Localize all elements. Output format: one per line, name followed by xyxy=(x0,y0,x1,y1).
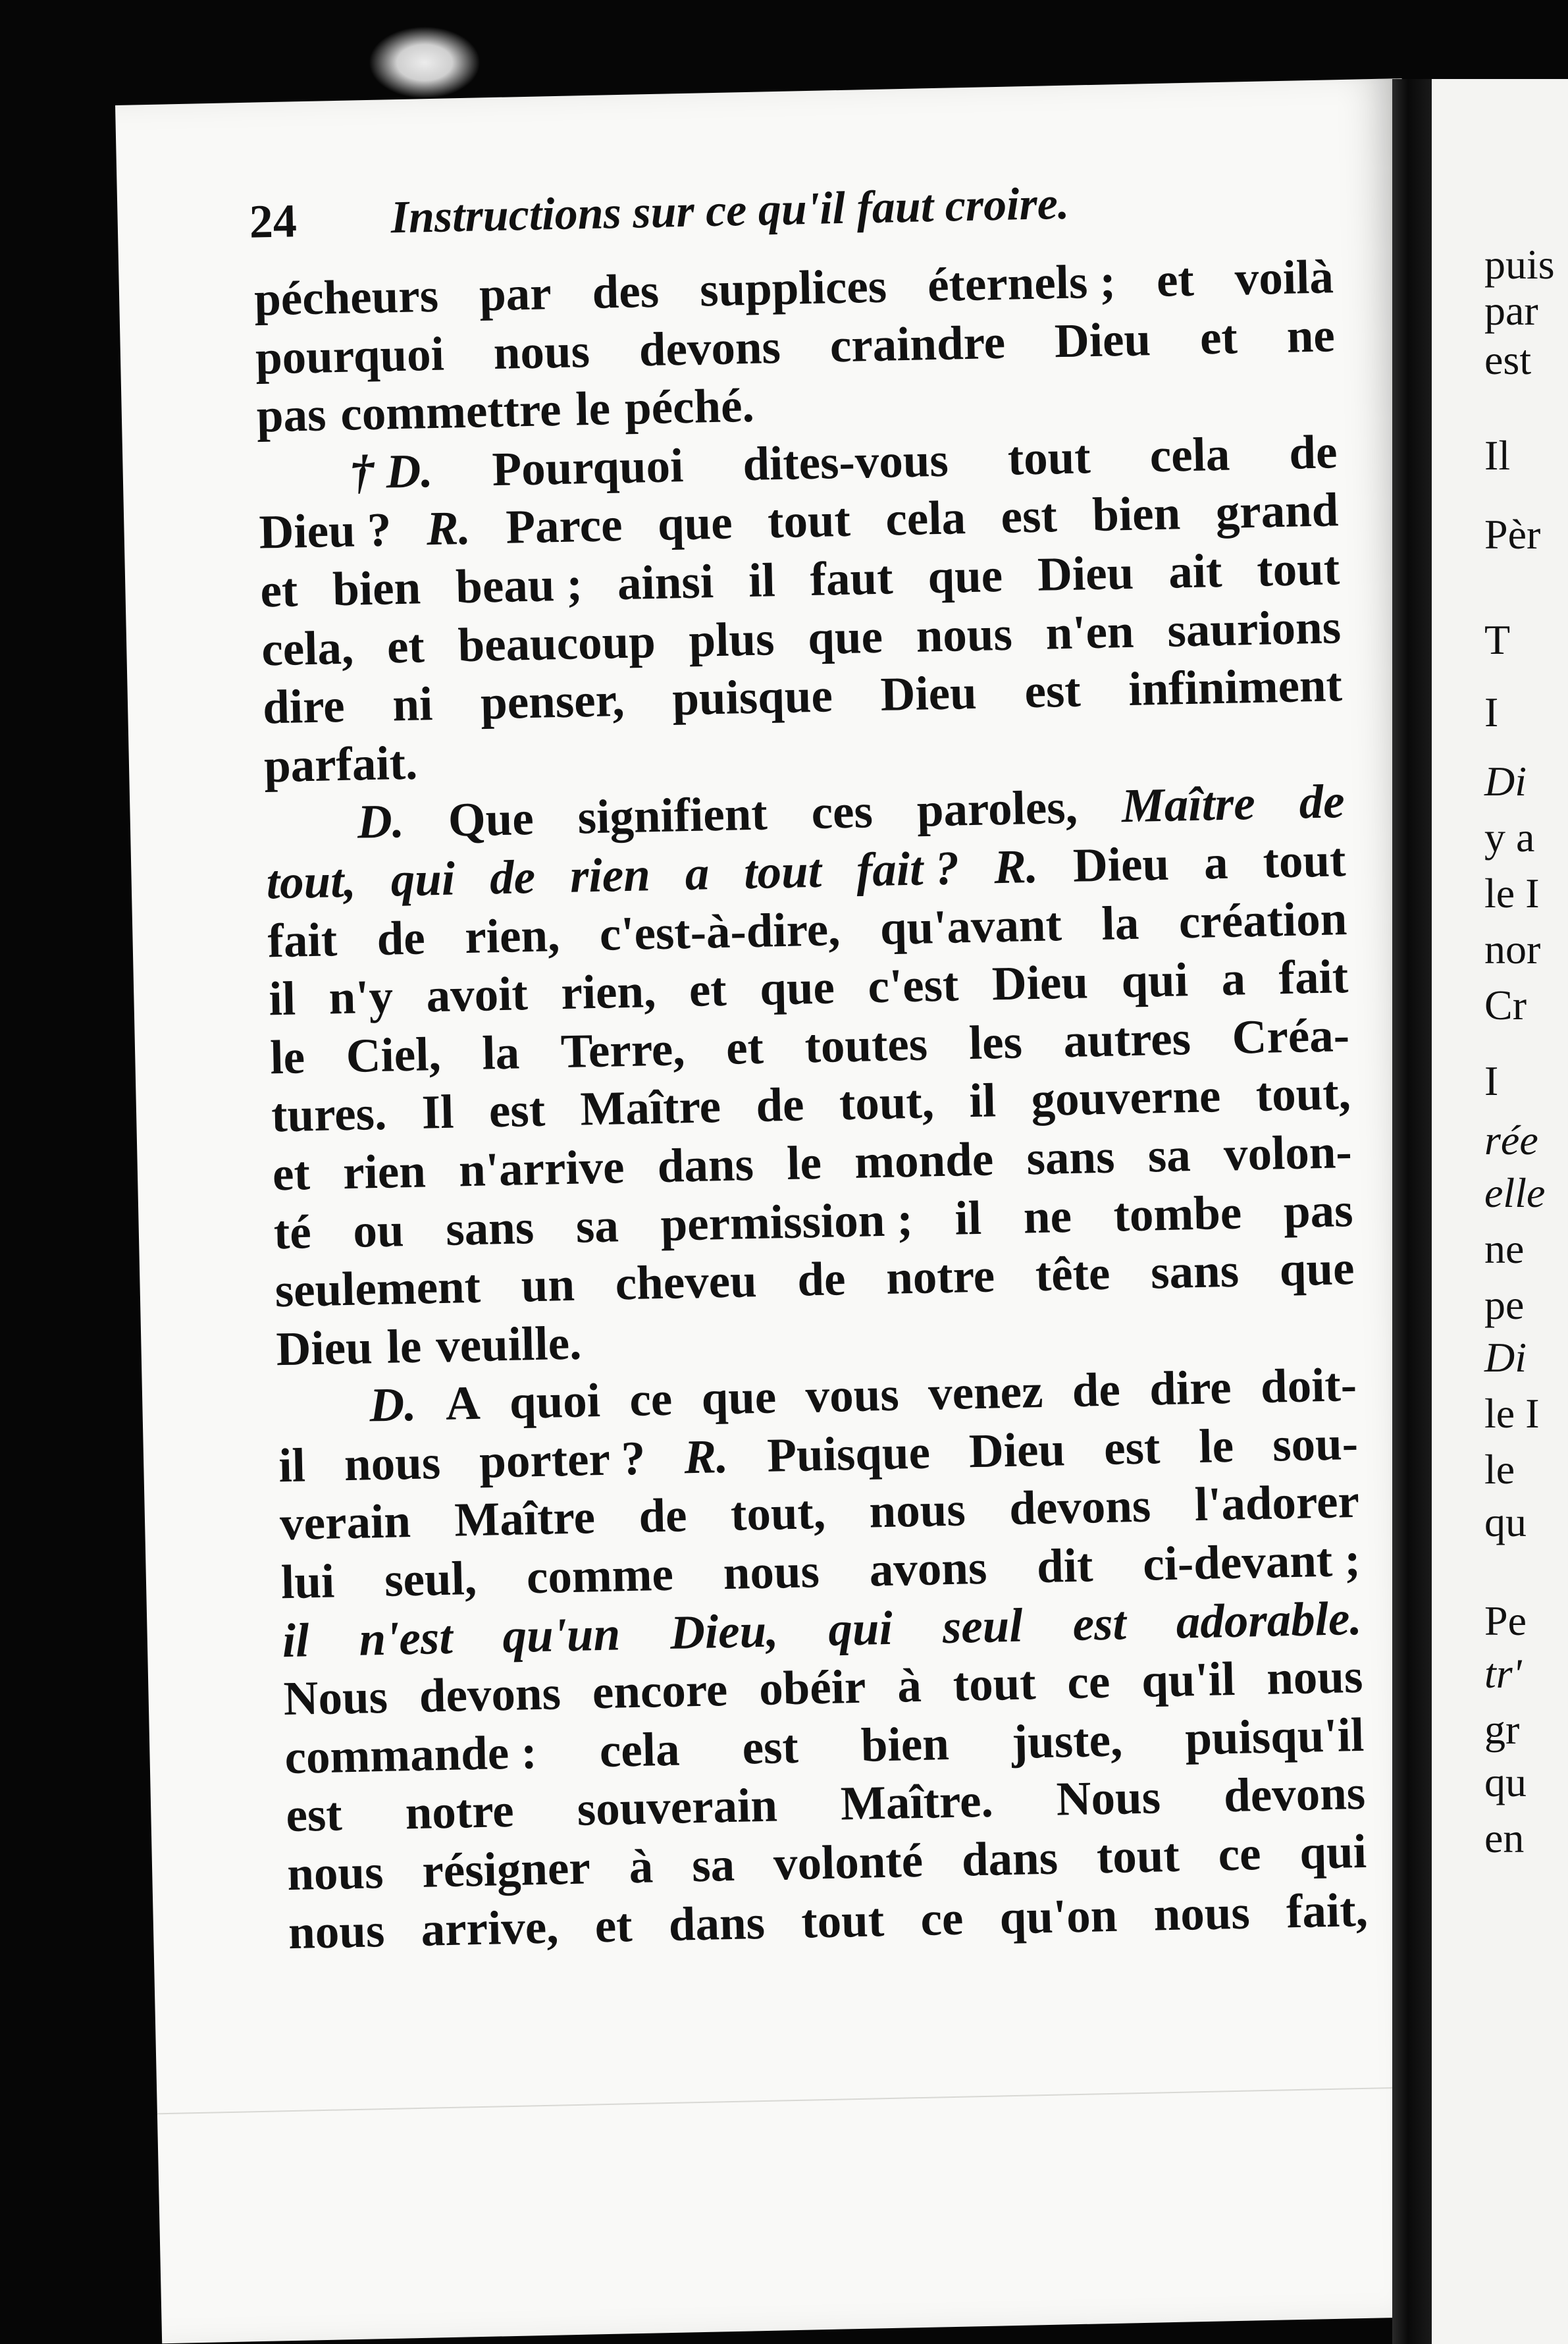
word: cela xyxy=(885,491,966,546)
word: a xyxy=(684,846,710,901)
word: tout, xyxy=(265,853,357,909)
word: A xyxy=(444,1376,481,1431)
word: tout xyxy=(1096,1828,1180,1884)
word: cheveu xyxy=(614,1254,758,1310)
word: Dieu, xyxy=(669,1603,779,1659)
word: devons xyxy=(419,1666,562,1723)
word: Nous xyxy=(282,1670,388,1726)
word: de xyxy=(755,1077,805,1132)
word: beau ; xyxy=(455,557,583,614)
facing-page-fragment: Cr xyxy=(1484,982,1527,1028)
word: signifient xyxy=(577,786,768,844)
word: doit- xyxy=(1260,1358,1357,1414)
word: nous xyxy=(915,606,1013,662)
word: R. xyxy=(426,501,471,556)
word: fait xyxy=(267,912,338,967)
page-header xyxy=(249,173,1303,253)
word: vous xyxy=(804,1367,900,1423)
word: notre xyxy=(885,1248,995,1304)
word: plus xyxy=(688,611,775,667)
word: Pourquoi xyxy=(491,438,685,496)
word: des xyxy=(591,263,660,319)
word: Terre, xyxy=(560,1021,686,1078)
word: rien, xyxy=(560,964,657,1020)
word: de xyxy=(1071,1362,1121,1418)
facing-page-fragment: Il xyxy=(1484,432,1511,479)
word: R. xyxy=(683,1429,729,1484)
word: seulement xyxy=(274,1259,481,1318)
word: nous xyxy=(1266,1649,1364,1705)
word: la xyxy=(481,1025,521,1080)
word: de xyxy=(638,1488,688,1543)
facing-page-fragment: le xyxy=(1484,1446,1515,1493)
word: tout, xyxy=(1255,1066,1351,1122)
word: que xyxy=(657,495,733,551)
word: encore xyxy=(592,1663,729,1719)
word: dans xyxy=(668,1895,766,1951)
word: dites-vous xyxy=(742,433,949,491)
word: ci-devant ; xyxy=(1142,1532,1361,1591)
word: éternels ; xyxy=(927,254,1116,312)
word: D. xyxy=(357,794,405,849)
word: Nous xyxy=(1055,1770,1161,1826)
word: et xyxy=(272,1146,311,1201)
word: tout xyxy=(952,1656,1037,1712)
facing-page-fragment: I xyxy=(1484,689,1499,735)
word: à xyxy=(628,1839,654,1894)
word: devons xyxy=(1008,1478,1152,1535)
word: craindre xyxy=(829,315,1006,372)
word: Maître xyxy=(579,1079,721,1136)
word: il xyxy=(278,1438,306,1493)
word: rien xyxy=(569,847,651,903)
word: que xyxy=(1278,1241,1355,1296)
facing-page-fragment: I xyxy=(1484,1057,1499,1104)
word: tout xyxy=(767,493,851,548)
word: sa xyxy=(1147,1128,1191,1183)
paper-tear-mark xyxy=(369,26,481,99)
word: est xyxy=(1024,663,1082,718)
word: comme xyxy=(526,1547,674,1604)
word: bien xyxy=(332,560,421,616)
word: Dieu xyxy=(1072,836,1170,892)
word: il xyxy=(954,1190,982,1245)
word: que xyxy=(807,609,883,664)
word: résigner xyxy=(421,1840,591,1898)
word: et xyxy=(259,563,299,618)
word: nous xyxy=(492,323,590,379)
word: un xyxy=(520,1257,575,1312)
facing-page-fragment: elle xyxy=(1484,1169,1546,1216)
word: avoit xyxy=(425,967,529,1023)
word: devons xyxy=(638,319,781,376)
facing-page-fragment: Pe xyxy=(1484,1597,1527,1644)
word: de xyxy=(376,910,426,965)
word: c'est xyxy=(867,957,960,1013)
word: tout, xyxy=(839,1075,935,1131)
word: pourquoi xyxy=(255,327,445,385)
word: qu'il xyxy=(1141,1652,1236,1708)
word: nous xyxy=(722,1544,820,1600)
word: commande : xyxy=(284,1724,538,1784)
facing-page-fragment: y a xyxy=(1484,814,1535,861)
facing-page-fragment: rée xyxy=(1484,1117,1538,1163)
facing-page-fragment: le I xyxy=(1484,1390,1540,1437)
word: nous xyxy=(1153,1885,1251,1941)
word: tout xyxy=(743,843,822,899)
word: adorable. xyxy=(1175,1591,1363,1649)
word: à xyxy=(897,1659,922,1713)
word: les xyxy=(968,1015,1023,1069)
word: tout xyxy=(1007,429,1091,485)
word: monde xyxy=(854,1132,994,1188)
word: et xyxy=(594,1898,633,1952)
word: fait xyxy=(1278,949,1349,1005)
facing-page-fragment: ne xyxy=(1484,1225,1525,1272)
word: Il xyxy=(421,1084,455,1139)
word: tout xyxy=(1262,833,1347,888)
word: ait xyxy=(1168,543,1223,599)
word: qui xyxy=(390,851,456,907)
word: Parce xyxy=(505,498,623,554)
word: c'est-à-dire, xyxy=(598,901,841,961)
word: pas xyxy=(1283,1183,1354,1238)
word: permission ; xyxy=(660,1192,914,1251)
word: puisque xyxy=(671,668,833,726)
word: est xyxy=(741,1719,799,1774)
word: est xyxy=(1072,1596,1127,1651)
word: puisqu'il xyxy=(1184,1707,1365,1765)
word: † D. xyxy=(349,443,434,499)
page-crease xyxy=(157,2086,1444,2114)
word: parfait. xyxy=(263,735,419,793)
word: il xyxy=(268,971,296,1026)
facing-page-fragment: est xyxy=(1484,336,1532,383)
word: Que xyxy=(448,791,535,847)
word: qu'on xyxy=(999,1888,1118,1944)
word: dans xyxy=(656,1136,754,1192)
word: grand xyxy=(1215,483,1340,539)
facing-page-fragment: le I xyxy=(1484,870,1540,917)
facing-page-fragment: Pèr xyxy=(1484,511,1541,558)
word: porter ? xyxy=(479,1431,646,1488)
word: nous xyxy=(344,1435,441,1491)
book-page xyxy=(115,78,1449,2343)
word: Créa- xyxy=(1231,1007,1350,1064)
word: dit xyxy=(1036,1538,1094,1593)
word: sans xyxy=(445,1200,535,1256)
word: n'en xyxy=(1045,604,1135,660)
running-head: Instructions sur ce qu'il faut croire. xyxy=(390,178,1070,244)
word: voilà xyxy=(1234,250,1334,306)
word: par xyxy=(479,266,552,321)
facing-page-fragment: tr' xyxy=(1484,1650,1522,1697)
word: cela, xyxy=(261,620,354,676)
word: est xyxy=(285,1787,343,1842)
word: arrive, xyxy=(420,1900,560,1956)
word: cela xyxy=(1149,427,1231,482)
word: pas xyxy=(256,387,327,442)
word: rien xyxy=(342,1144,427,1200)
facing-page-fragment: pe xyxy=(1484,1281,1525,1328)
word: a xyxy=(1220,951,1246,1006)
word: gouverne xyxy=(1030,1069,1222,1127)
word: ou xyxy=(352,1202,405,1258)
facing-page-fragment: Di xyxy=(1484,1334,1527,1381)
word: est xyxy=(488,1082,546,1138)
word: ne xyxy=(1022,1188,1072,1243)
word: a xyxy=(1203,835,1229,890)
word: R. xyxy=(993,839,1039,894)
word: avons xyxy=(868,1540,988,1597)
word: et xyxy=(725,1020,764,1075)
word: paroles, xyxy=(916,780,1078,838)
word: faut xyxy=(809,550,894,606)
word: rien, xyxy=(464,907,561,963)
word: Dieu ? xyxy=(258,502,392,559)
word: Maître xyxy=(454,1490,596,1547)
word: fait ? xyxy=(856,841,960,897)
facing-page-fragment: Di xyxy=(1484,758,1527,805)
word: Puisque xyxy=(766,1425,931,1482)
word: commettre xyxy=(340,383,562,441)
word: de xyxy=(1288,425,1338,479)
word: est xyxy=(1103,1420,1161,1475)
word: seul xyxy=(941,1598,1024,1653)
word: que xyxy=(700,1370,777,1425)
word: nous xyxy=(288,1903,386,1959)
word: Dieu xyxy=(879,665,978,721)
word: fait, xyxy=(1286,1882,1369,1938)
page-number: 24 xyxy=(248,194,298,248)
word: Dieu xyxy=(968,1422,1066,1478)
word: sou- xyxy=(1272,1416,1359,1472)
word: tout xyxy=(800,1892,885,1948)
word: quoi xyxy=(509,1373,601,1429)
facing-page-fragment: qu xyxy=(1484,1759,1527,1805)
facing-page-fragment: nor xyxy=(1484,926,1541,972)
word: qu'un xyxy=(502,1607,621,1663)
word: le xyxy=(786,1135,822,1190)
word: volon- xyxy=(1223,1124,1353,1181)
word: notre xyxy=(404,1784,515,1840)
word: péché. xyxy=(624,378,755,435)
word: ainsi xyxy=(617,554,714,610)
word: volonté xyxy=(773,1833,924,1890)
word: la xyxy=(1101,895,1140,950)
facing-page-fragment: en xyxy=(1484,1815,1525,1861)
word: ces xyxy=(810,784,874,839)
word: Dieu xyxy=(275,1319,373,1375)
word: que xyxy=(927,548,1003,604)
word: le xyxy=(575,381,611,436)
word: ce xyxy=(920,1891,964,1946)
word: sans xyxy=(1026,1129,1116,1185)
word: ni xyxy=(392,677,434,732)
word: et xyxy=(386,618,425,674)
word: le xyxy=(269,1030,305,1084)
word: Ciel, xyxy=(345,1026,442,1082)
word: de xyxy=(1298,774,1346,829)
word: Dieu xyxy=(1054,311,1151,367)
word: ce xyxy=(1217,1826,1262,1881)
word: qu'avant xyxy=(879,897,1062,955)
word: veuille. xyxy=(435,1316,583,1372)
word: verain xyxy=(279,1494,411,1551)
facing-page-edge xyxy=(1432,79,1568,2344)
word: obéir xyxy=(758,1659,867,1716)
word: bien xyxy=(860,1716,950,1772)
word: n'y xyxy=(328,969,394,1025)
word: sans xyxy=(1150,1243,1240,1299)
word: autres xyxy=(1062,1011,1191,1067)
word: qui xyxy=(1299,1824,1367,1879)
word: Maître xyxy=(1121,776,1256,833)
word: tête xyxy=(1035,1246,1111,1302)
word: est xyxy=(1000,489,1058,544)
word: seul, xyxy=(384,1551,477,1607)
body-text xyxy=(253,248,1368,1961)
word: venez xyxy=(928,1364,1044,1420)
word: dire xyxy=(262,679,346,734)
word: té xyxy=(273,1204,312,1259)
word: cela xyxy=(599,1722,681,1777)
word: saurions xyxy=(1166,599,1342,657)
word: nous xyxy=(286,1845,384,1901)
word: pécheurs xyxy=(253,268,439,326)
word: il xyxy=(968,1073,997,1128)
word: le xyxy=(1198,1418,1234,1473)
word: l'adorer xyxy=(1193,1474,1360,1532)
word: tout xyxy=(1256,541,1340,597)
book-gutter xyxy=(1392,79,1432,2344)
word: Dieu xyxy=(1037,545,1134,601)
facing-page-fragment: puis xyxy=(1484,241,1555,288)
word: dans xyxy=(961,1830,1058,1886)
facing-page-fragment: gr xyxy=(1484,1706,1520,1753)
word: de xyxy=(797,1252,847,1306)
word: nous xyxy=(868,1482,966,1538)
word: sa xyxy=(691,1837,735,1892)
word: souverain xyxy=(576,1778,778,1836)
word: juste, xyxy=(1011,1713,1123,1769)
word: dire xyxy=(1149,1360,1232,1416)
word: de xyxy=(489,849,536,905)
word: toutes xyxy=(804,1017,928,1073)
word: devons xyxy=(1223,1766,1366,1823)
word: bien xyxy=(1091,486,1181,542)
word: lui xyxy=(280,1554,336,1609)
word: n'est xyxy=(358,1610,454,1666)
word: tombe xyxy=(1112,1185,1243,1242)
word: tures. xyxy=(271,1086,388,1142)
word: infiniment xyxy=(1128,658,1343,716)
word: que xyxy=(759,960,835,1015)
word: ce xyxy=(629,1372,673,1427)
word: et xyxy=(689,962,727,1017)
word: beaucoup xyxy=(457,614,656,672)
word: supplices xyxy=(699,259,887,317)
word: ce xyxy=(1066,1655,1111,1709)
word: le xyxy=(386,1319,423,1373)
word: et xyxy=(1156,252,1195,307)
word: n'arrive xyxy=(458,1140,625,1197)
facing-page-fragment: T xyxy=(1484,616,1511,663)
word: qui xyxy=(827,1601,893,1656)
word: création xyxy=(1178,891,1348,948)
word: il xyxy=(748,553,776,607)
word: penser, xyxy=(480,673,625,730)
word: qui xyxy=(1120,953,1189,1008)
word: et xyxy=(1199,309,1238,365)
word: Maître. xyxy=(840,1774,994,1830)
word: tout, xyxy=(730,1485,826,1541)
word: Dieu xyxy=(991,955,1089,1011)
facing-page-fragment: par xyxy=(1484,287,1538,334)
facing-page-fragment: qu xyxy=(1484,1499,1527,1545)
word: ne xyxy=(1286,307,1336,363)
word: D. xyxy=(369,1377,417,1432)
word: il xyxy=(282,1613,310,1667)
word: sa xyxy=(575,1198,619,1253)
